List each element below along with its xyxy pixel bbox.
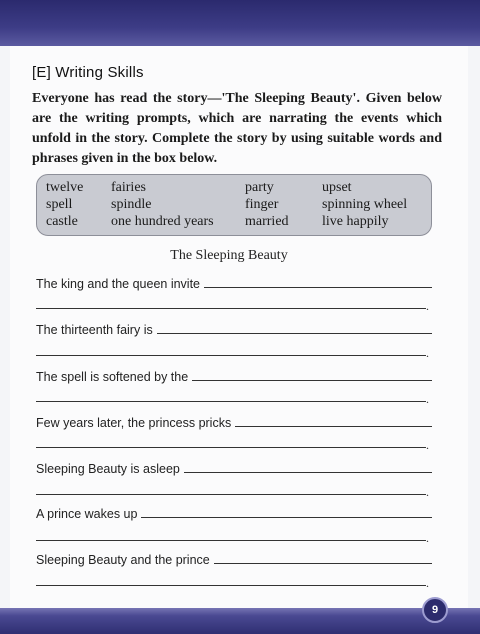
prompt-row xyxy=(36,412,432,430)
word-cell: fairies xyxy=(111,180,146,195)
instructions-text: Everyone has read the story—'The Sleeping Beauty'. Given below are the writing prompts, which are narrating the events which unfold in the story. Complete the story by using suitable words and phrases given in the box below. xyxy=(32,91,442,166)
prompt-text: The spell is softened by the xyxy=(36,370,189,384)
word-cell: spell xyxy=(46,197,73,212)
prompt-row xyxy=(36,458,432,476)
line-end-mark: . xyxy=(426,531,429,545)
line-end-mark: . xyxy=(426,299,429,313)
word-box xyxy=(36,174,432,236)
prompt-row xyxy=(36,273,432,291)
section-heading: [E] Writing Skills xyxy=(32,64,144,81)
answer-line[interactable] xyxy=(204,287,432,288)
header-band xyxy=(0,0,480,46)
line-end-mark: . xyxy=(426,438,429,452)
page-number-badge: 9 xyxy=(422,597,448,623)
word-cell: twelve xyxy=(46,180,84,195)
line-end-mark: . xyxy=(426,485,429,499)
word-cell: finger xyxy=(245,197,279,212)
answer-line[interactable] xyxy=(235,426,432,427)
word-cell: spindle xyxy=(111,197,152,212)
story-title: The Sleeping Beauty xyxy=(170,248,288,263)
footer-band xyxy=(0,608,480,634)
prompt-text: The king and the queen invite xyxy=(36,277,201,291)
word-table xyxy=(46,179,407,230)
answer-line[interactable] xyxy=(192,380,432,381)
word-cell: married xyxy=(245,214,289,229)
prompt-row xyxy=(36,319,432,337)
line-end-mark: . xyxy=(426,576,429,590)
prompt-row xyxy=(36,503,432,521)
word-cell: spinning wheel xyxy=(322,197,408,212)
answer-line[interactable] xyxy=(36,355,426,356)
word-cell: live happily xyxy=(322,214,389,229)
prompt-text: Sleeping Beauty and the prince xyxy=(36,553,210,567)
word-cell: castle xyxy=(46,214,78,229)
answer-line[interactable] xyxy=(36,494,426,495)
prompt-text: A prince wakes up xyxy=(36,507,138,521)
answer-line[interactable] xyxy=(36,447,426,448)
answer-line[interactable] xyxy=(157,333,432,334)
answer-line[interactable] xyxy=(36,540,426,541)
answer-line[interactable] xyxy=(36,308,426,309)
word-row xyxy=(46,179,407,196)
answer-line[interactable] xyxy=(141,517,432,518)
answer-line[interactable] xyxy=(214,563,432,564)
line-end-mark: . xyxy=(426,392,429,406)
prompt-row xyxy=(36,549,432,567)
answer-line[interactable] xyxy=(36,401,426,402)
prompt-text: Few years later, the princess pricks xyxy=(36,416,232,430)
word-cell: party xyxy=(245,180,274,195)
answer-line[interactable] xyxy=(36,585,426,586)
prompt-row xyxy=(36,366,432,384)
prompt-text: The thirteenth fairy is xyxy=(36,323,153,337)
word-cell: upset xyxy=(322,180,352,195)
prompt-text: Sleeping Beauty is asleep xyxy=(36,462,180,476)
answer-line[interactable] xyxy=(184,472,432,473)
word-cell: one hundred years xyxy=(111,214,214,229)
word-row xyxy=(46,196,407,213)
line-end-mark: . xyxy=(426,346,429,360)
word-row xyxy=(46,213,407,230)
